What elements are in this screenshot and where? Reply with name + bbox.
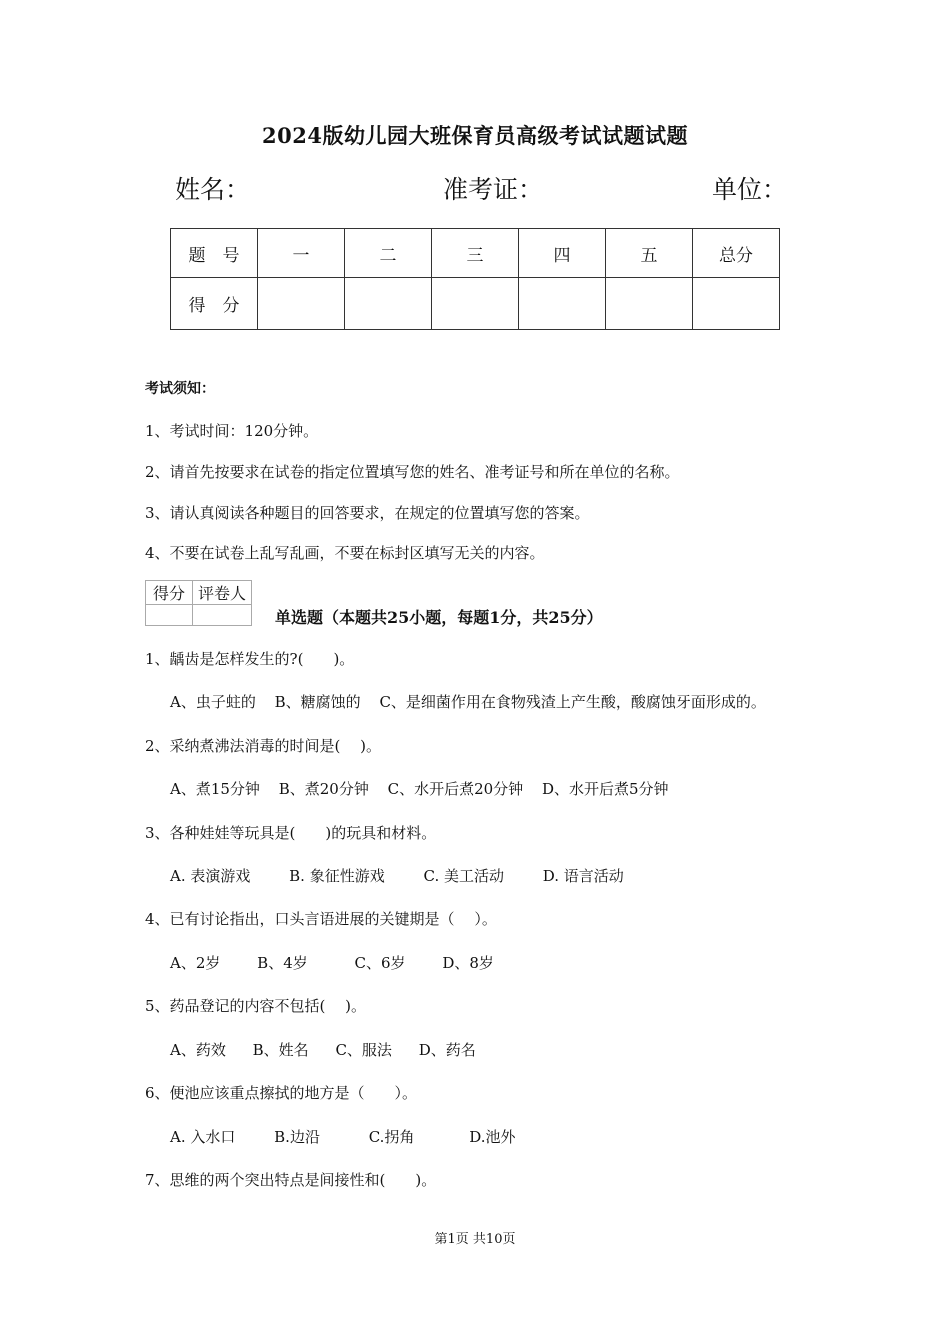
option[interactable]: B、4岁 [257,954,308,972]
option[interactable]: D. 语言活动 [542,867,624,885]
score-header-cell: 一 [258,229,345,278]
score-cell[interactable] [432,278,519,330]
question-stem: 2、采纳煮沸法消毒的时间是( )。 [145,737,382,755]
option[interactable]: A、虫子蛀的 [170,693,256,711]
option[interactable]: A、2岁 [170,954,221,972]
option[interactable]: A、药效 [170,1041,226,1059]
question-stem: 6、便池应该重点擦拭的地方是（ ）。 [145,1084,418,1102]
question-options [170,1039,476,1060]
option[interactable]: D、8岁 [442,954,494,972]
option[interactable]: C. 美工活动 [423,867,504,885]
unit-label: 单位： [712,175,788,204]
option[interactable]: C、服法 [335,1041,392,1059]
exam-number-label: 准考证： [443,175,544,204]
score-table-score-row [171,278,780,330]
question-options [170,691,766,712]
score-row-label: 得 分 [171,278,258,330]
question-stem: 1、龋齿是怎样发生的?( )。 [145,650,355,668]
option[interactable]: D.池外 [469,1128,516,1146]
score-table-header-row [171,229,780,278]
question-options [170,1126,516,1147]
option[interactable]: B、糖腐蚀的 [274,693,361,711]
question-stem: 5、药品登记的内容不包括( )。 [145,997,367,1015]
option[interactable]: B、煮20分钟 [278,780,369,798]
notice-item: 1、考试时间：120分钟。 [145,422,319,440]
question-stem: 4、已有讨论指出，口头言语进展的关键期是（ ）。 [145,910,497,928]
grader-score-cell[interactable] [146,605,193,626]
section-title: 单选题（本题共25小题，每题1分，共25分） [275,608,603,627]
name-label: 姓名： [175,175,251,204]
grader-score-label: 得分 [146,581,193,605]
option[interactable]: D、水开后煮5分钟 [541,780,669,798]
notice-title: 考试须知： [145,381,215,397]
score-header-cell: 四 [519,229,606,278]
page-footer: 第1页 共10页 [434,1232,516,1247]
option[interactable]: C.拐角 [368,1128,415,1146]
option[interactable]: B、姓名 [252,1041,309,1059]
option[interactable]: C、水开后煮20分钟 [387,780,524,798]
score-header-cell: 五 [606,229,693,278]
notice-item: 2、请首先按要求在试卷的指定位置填写您的姓名、准考证号和所在单位的名称。 [145,463,680,481]
option[interactable]: A. 表演游戏 [170,867,251,885]
score-cell[interactable] [606,278,693,330]
question-stem: 3、各种娃娃等玩具是( )的玩具和材料。 [145,824,437,842]
score-table [170,228,780,330]
option[interactable]: B. 象征性游戏 [289,867,385,885]
option[interactable]: A、煮15分钟 [170,780,260,798]
score-cell[interactable] [519,278,606,330]
question-stem: 7、思维的两个突出特点是间接性和( )。 [145,1171,437,1189]
option[interactable]: C、是细菌作用在食物残渣上产生酸，酸腐蚀牙面形成的。 [379,693,766,711]
option[interactable]: B.边沿 [274,1128,320,1146]
option[interactable]: C、6岁 [354,954,406,972]
score-cell[interactable] [258,278,345,330]
grader-reviewer-label: 评卷人 [193,581,252,605]
question-options [170,952,494,973]
score-header-cell: 二 [345,229,432,278]
question-options [170,778,669,799]
grader-box [145,580,252,626]
grader-reviewer-cell[interactable] [193,605,252,626]
option[interactable]: D、药名 [418,1041,476,1059]
page-title: 2024版幼儿园大班保育员高级考试试题试题 [262,123,688,148]
score-header-cell: 题 号 [171,229,258,278]
score-header-cell: 总分 [693,229,780,278]
score-header-cell: 三 [432,229,519,278]
question-options [170,865,624,886]
notice-item: 4、不要在试卷上乱写乱画，不要在标封区填写无关的内容。 [145,544,545,562]
score-cell[interactable] [345,278,432,330]
option[interactable]: A. 入水口 [170,1128,236,1146]
score-cell[interactable] [693,278,780,330]
notice-item: 3、请认真阅读各种题目的回答要求，在规定的位置填写您的答案。 [145,504,590,522]
